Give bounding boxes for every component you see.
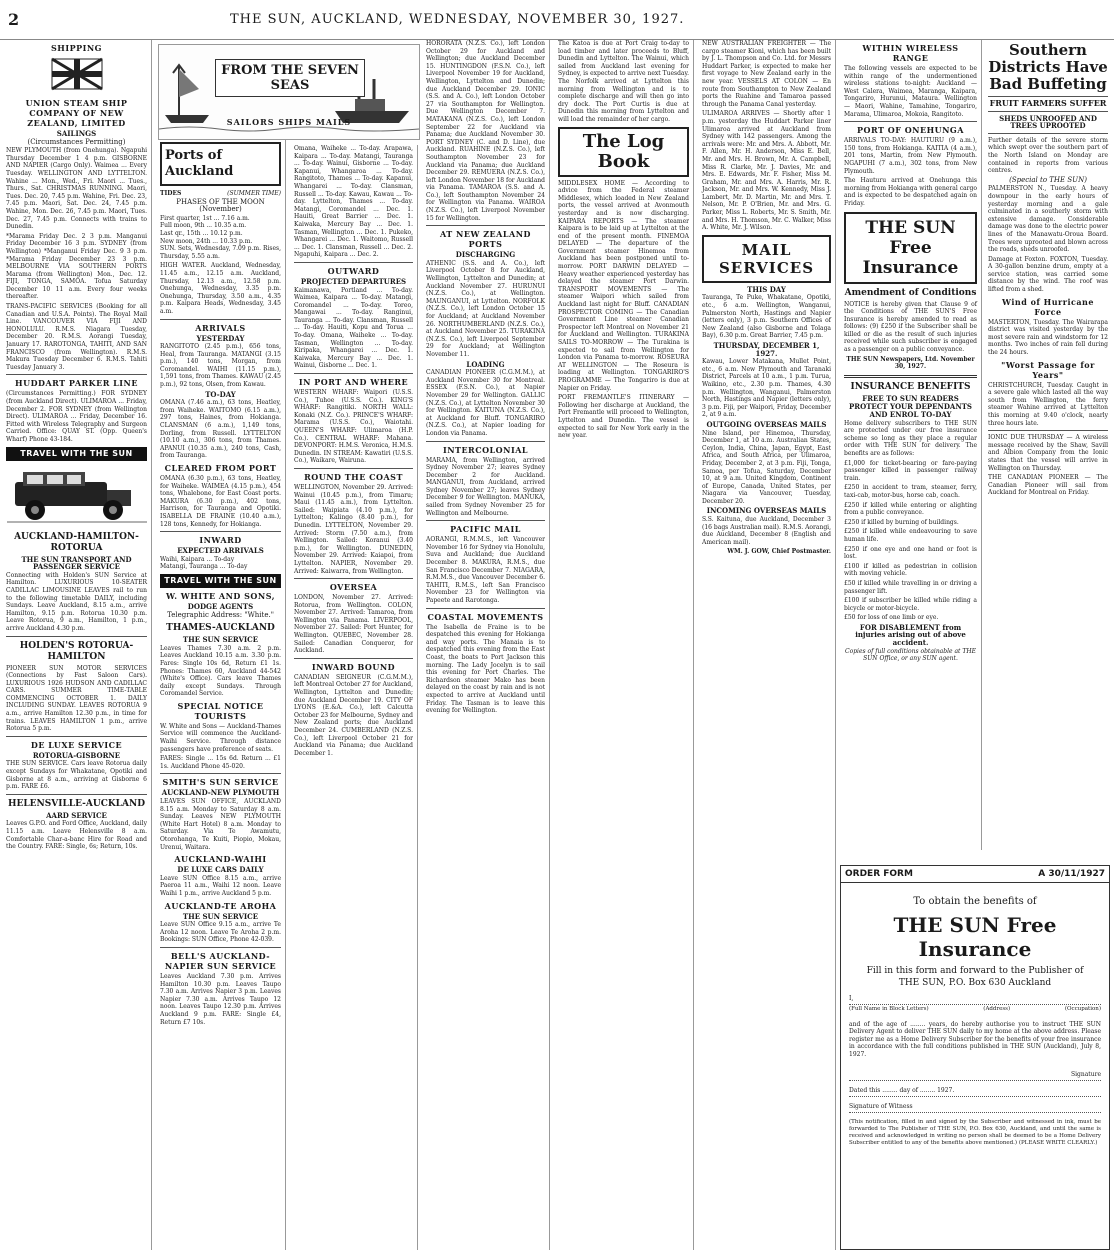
waihi-sub: DE LUXE CARS DAILY [177, 865, 264, 875]
deluxe-text: THE SUN SERVICE. Cars leave Rotorua daily except Sundays for Whakatane, Opotiki and Gisborne at 8 a.m., arriving at Gisborne 6 p.m. FARE £6. [6, 760, 147, 791]
benefit-item: £250 if killed by burning of buildings. [844, 518, 959, 526]
projected-label: PROJECTED DEPARTURES [300, 276, 407, 286]
storm-intro: Further details of the severe storm which swept over the southern part of the North Island on Monday are contained in reports from various centres. [988, 136, 1108, 175]
port-text: WESTERN WHARF: Waipori (U.S.S. Co.), Tuhoe (U.S.S. Co.). KING'S WHARF: Rangitiki. NORTH WALL: Konaki (N.Z. Co.). PRINCE'S WHARF: Marama (U.S.S. Co.), Waiotahi. QUEEN'S WHARF: Ulimaroa (H.P. Co.). CENTRAL WHARF: Mahana. DEVONPORT: H.M.S. Veronica, H.M.S. Dunedin. IN STREAM: Kawatiri (U.S.S. Co.), Waikare, Wairuna. [294, 389, 413, 465]
vessels-text: Omana, Waiheke ... To-day. Arapawa, Kaipara ... To-day. Matangi, Tauranga ... To-day. Wainui, Gisborne ... To-day. Kapanui, Whangaroa ... To-day. Rangitoto, Thames ... To-day. Kapanui, Whangarei ... To-day. Clansman, Russell ... To-day. Kawau, Kawau ... To-day. Lyttelton, Thames ... To-day. Matangi, Coromandel ... Dec. 1. Hauiti, Great Barrier ... Dec. 1. Kaiwaka, Mercury Bay ... Dec. 1. Tasman, Wellington ... Dec. 1. Pukeko, Whangarei ... Dec. 1. Waitomo, Russell ... Dec. 1. Clansman, Russell ... Dec. 2. Ngapuhi, Kaipara ... Dec. 2. [294, 145, 413, 259]
loading-text: CANADIAN PIONEER (C.G.M.M.), at Auckland November 30 for Montreal. ESSEX (F.S.N. Co.), at Napier November 29 for Wellington. GALLIC (N.Z.S. Co.), at Lyttelton November 30 for Wellington. KAITUNA (N.Z.S. Co.), at Auckland for Bluff. TONGARIRO (N.Z.S. Co.), at Napier loading for London via Panama. [426, 369, 545, 437]
signature-field[interactable] [849, 1071, 1101, 1081]
order-line1: To obtain the benefits of [913, 896, 1037, 907]
aroha-text: Leave SUN Office 9.15 a.m., arrive Te Aroha 12 noon. Leave Te Aroha 2 p.m. Bookings: SUN Office, Phone 42-039. [160, 921, 281, 944]
this-day-label: THIS DAY [747, 284, 786, 294]
hauturu-text: The Hauturu arrived at Onehunga this morning from Hokianga with general cargo and is expected to be despatched again on Friday. [844, 177, 977, 207]
sailings-text: NEW PLYMOUTH (from Onehunga). Ngapuhi Thursday December 1 4 p.m. GISBORNE AND NAPIER (Cargo Only). Waimea ... Every Tuesday. WELLINGTON AND LYTTELTON. Wahine ... Mon., Wed., Fri. Maori ... Tues., Thurs., Sat. CHRISTMAS RUNNING. Maori, Tues. Dec. 20, 7.45 p.m. Wahine, Fri. Dec. 23, 7.45 p.m. Maori, Sat. Dec. 24, 7.45 p.m. Wahine, Mon. Dec. 26, 7.45 p.m. Maori, Tues. Dec. 27, 7.45 p.m. Connects with trains to Dunedin. [6, 147, 147, 231]
thursday-label: THURSDAY, DECEMBER 1, 1927. [713, 341, 820, 358]
col5-top-text: The Katoa is due at Port Craig to-day to load timber and later proceeds to Bluff, Dunedin and Lyttelton. The Wainui, which sailed from Auckland last evening for Sydney, is expected to arrive next Tuesday. The Norfolk arrived at Lyttelton this morning from Wellington and is to complete discharge and will then go into dry dock. The Port Curtis is due at Dunedin this morning from Lyttelton and will load the remainder of her cargo. [558, 40, 690, 123]
special-text: W. White and Sons — Auckland-Thames Service will commence the Auckland-Waihi Service. Through distance passengers have preference of seats. [160, 722, 281, 753]
logbook-cont-text: PORT FREMANTLE'S ITINERARY — Following her discharge at Auckland, the Port Fremantle will proceed to Wellington, Lyttelton and Dunedin. The vessel is expected to sail for New York early in the new year. [558, 394, 689, 440]
order-form-label: ORDER FORM [845, 869, 913, 879]
storm-sub2: SHEDS UNROOFED AND TREES UPROOTED [999, 113, 1097, 131]
tides-label: TIDES [160, 190, 182, 197]
smiths-heading: SMITH'S SUN SERVICE [162, 777, 279, 788]
christchurch-text: CHRISTCHURCH, Tuesday. Caught in a severe gale which lasted all the way south from Wellington, the ferry steamer Wahine arrived at Lyttelton this morning at 9.40 o'clock, nearly three hours late. [988, 381, 1108, 427]
deluxe-heading: DE LUXE SERVICE [30, 739, 123, 750]
intercolonial-heading: INTERCOLONIAL [442, 444, 529, 455]
wind-heading: Wind of Hurricane Force [1002, 296, 1094, 317]
port-heading: IN PORT AND WHERE [298, 377, 409, 388]
helensville-heading: HELENSVILLE-AUCKLAND [7, 798, 146, 809]
today-text: OMANA (7.46 a.m.), 63 tons, Heatley, from Waiheke. WAITOMO (6.15 a.m.), 297 tons, Haines, from Hokianga. CLANSMAN (6 a.m.), 1,149 tons, Dorling, from Russell. LYTTELTON (10.10 a.m.), 306 tons, from Thames. APANUI (10.35 a.m.), 240 tons, Cash, from Tauranga. [160, 399, 281, 460]
logbook-text: MIDDLESEX HOME — According to advice from the Federal steamer Middlesex, which loaded in New Zealand ports, the vessel arrived at Avonmouth yesterday and is now discharging. KAIPARA REPORTS — The steamer Kaipara is to be laid up at Lyttelton at the end of the present month. FINEMOA DELAYED — The departure of the Government steamer Hinemoa from Auckland has been postponed until to-morrow. PORT DARWIN DELAYED — Heavy weather experienced yesterday has delayed the steamer Port Darwin. TRANSPORT MOVEMENTS — The steamer Waipori which sailed from Auckland last night for Bluff. CANADIAN PROSPECTOR COMING — The Canadian Government Line steamer Canadian Prospector left Montreal on November 21 for Auckland and Wellington. TURAKINA SAILS TO-MORROW — The Turakina is expected to sail from Wellington for London via Panama to-morrow. ROSEURA AT WELLINGTON — The Roseura is loading at Wellington. TONGARIRO'S PROGRAMME — The Tongariro is due at Napier on Friday. [558, 179, 689, 392]
sun-text: SUN. Sets, Wednesday, 7.09 p.m. Rises, Thursday, 5.55 a.m. [160, 245, 281, 260]
benefits-sub: FREE TO SUN READERS [862, 393, 959, 403]
benefit-item: £100 if killed as pedestrian in collision with moving vehicle. [844, 562, 977, 578]
benefit-item: £250 if killed while endeavouring to save human life. [844, 528, 977, 543]
travel-with-sun-bar: TRAVEL WITH THE SUN [6, 447, 147, 461]
masthead [0, 0, 1114, 40]
expected-row: Waihi, Kaipara ... To-day [160, 555, 235, 563]
order-form[interactable] [840, 865, 1110, 1250]
postmaster-signoff: WM. J. GOW, Chief Postmaster. [727, 548, 831, 556]
newspaper-title: THE SUN, AUCKLAND, WEDNESDAY, NOVEMBER 30, 1927. [230, 12, 685, 27]
column-insurance [840, 40, 982, 850]
inward-heading: INWARD [199, 535, 242, 546]
inward-bound-heading: INWARD BOUND [311, 661, 396, 672]
field-address-label: (Address) [983, 1006, 1011, 1012]
white-sub: DODGE AGENTS [187, 601, 254, 611]
palmerston-text: PALMERSTON N., Tuesday. A heavy downpour in the early hours of yesterday morning and a gale culminated in a southerly storm with extensive damage. Considerable damage was done to the electric power lines of the Manawatu-Oroua Board. Trees were uprooted and blown across the roads, sheds unroofed. [988, 185, 1108, 254]
holdens-text: PIONEER SUN MOTOR SERVICES (Connections by Fast Saloon Cars). LUXURIOUS 1926 HUDSON AND CADILLAC CARS. SUMMER TIME-TABLE COMMENCING OCTOBER 1. DAILY INCLUDING SUNDAY. LEAVES ROTORUA 9 a.m., arrive Hamilton 12.30 p.m., in time for trains. LEAVES HAMILTON 1 p.m., arrive Rotorua 5 p.m. [6, 664, 147, 733]
order-footnote: (This notification, filled in and signed by the Subscriber and witnessed in ink, must be forwarded to The Publisher of THE SUN, P.O. Box 630, Auckland, and until the same is received and acknowledged in writing no person shall be deemed to be a Home Delivery Subscriber entitled to any of the benefits above mentioned.) (PLEASE WRITE CLEARLY.) [849, 1118, 1101, 1146]
huddart-heading: HUDDART PARKER LINE [15, 378, 138, 389]
transpacific-text: TRANS-PACIFIC SERVICES (Booking for all Canadian and U.S.A. Points). The Royal Mail Line. VANCOUVER VIA FIJI AND HONOLULU. R.M.S. Niagara Tuesday, December 20. R.M.S. Aorangi Tuesday, January 17. RAROTONGA, TAHITI, AND SAN FRANCISCO (from Wellington). R.M.S. Makura Tuesday December 6. R.M.S. Tahiti Tuesday January 3. [6, 303, 147, 371]
this-day-text: Tauranga, Te Puke, Whakatane, Opotiki, etc., 6 a.m. Wellington, Wanganui, Palmerston North, Hastings and Napier (letters only), 3 p.m. Southern Offices of New Zealand (also Gisborne and Tolaga Bay), 6.30 p.m. Great Barrier, 7.45 p.m. [702, 294, 831, 340]
shipping-label: SHIPPING [51, 43, 102, 53]
aroha-heading: AUCKLAND-TE AROHA [164, 900, 277, 911]
wireless-heading: WITHIN WIRELESS RANGE [862, 43, 959, 63]
order-body-text: and of the age of ........ years, do hereby authorise you to instruct THE SUN Delivery Agent to deliver THE SUN daily to my home at the above address. Please register me as a Home Delivery Subscriber for the benefits of your free insurance in accordance with the full conditions published in THE SUN (Auckland), July 8, 1927. [849, 1020, 1101, 1058]
page-number: 2 [8, 10, 20, 29]
waihi-heading: AUCKLAND-WAIHI [174, 854, 267, 865]
moon-row: First quarter, 1st ... 7.16 a.m. [160, 214, 250, 222]
signature-label: Signature [1070, 1070, 1101, 1078]
huddart-text: (Circumstances Permitting.) FOR SYDNEY (from Auckland Direct). ULIMAROA ... Friday, December 2. FOR SYDNEY (from Wellington Direct). ULIMAROA ... Friday, December 16. Fitted with Wireless Telegraphy and Surgeon Carried. Office: QUAY ST. (Opp. Queen's Wharf) Phone 43-184. [6, 390, 147, 443]
benefit-item: £250 in accident to tram, steamer, ferry, taxi-cab, motor-bus, horse cab, coach. [844, 484, 977, 499]
wireless-text: The following vessels are expected to be within range of the undermentioned wireless stations to-night: Auckland — West Calera, Waimea, Maranga, Kaipara, Tongariro, Hurunui, Mataura. Wellington — Maori, Wahine, Tamahine, Tongariro, Marama, Ulimaroa, Mokoia, Rangitoto. [844, 65, 977, 118]
ionic-text: IONIC DUE THURSDAY — A wireless message received by the Shaw, Savill and Albion Company from the Ionic states that the vessel will arrive in Wellington on Thursday. [988, 434, 1108, 472]
high-water-text: HIGH WATER. Auckland, Wednesday, 11.45 a.m., 12.15 a.m. Auckland, Thursday, 12.13 a.m., 12.58 p.m. Onehunga, Wednesday, 3.35 p.m. Onehunga, Thursday, 3.50 a.m., 4.35 p.m. Kaipara Heads, Wednesday, 3.45 a.m. [160, 262, 281, 315]
union-jack-flag-icon [47, 55, 107, 95]
rotorua-sub: THE SUN TRANSPORT AND PASSENGER SERVICE [21, 554, 132, 572]
amendment-heading: Amendment of Conditions [844, 287, 977, 298]
nz-ports-heading: AT NEW ZEALAND PORTS [440, 229, 531, 250]
order-line3a: Fill in this form and forward to the Publisher of [866, 966, 1084, 976]
column-departures [290, 145, 418, 1250]
onehunga-text: ARRIVALS TO-DAY: HAUTURU (9 a.m.), 150 tons, from Hokianga. KAITIA (4 a.m.), 201 tons, Martin, from New Plymouth. NGAPUHI (7 a.m.), 302 tons, from New Plymouth. [844, 137, 977, 175]
aroha-sub: THE SUN SERVICE [182, 911, 259, 921]
masterton-text: MASTERTON, Tuesday. The Wairarapa district was visited yesterday by the most severe rain and windstorm for 12 months. Two inches of rain fell during the 24 hours. [988, 318, 1108, 357]
holdens-heading: HOLDEN'S ROTORUA-HAMILTON [19, 640, 134, 662]
loading-label: LOADING [466, 359, 505, 369]
logbook-heading: The Log Book [558, 127, 689, 177]
deluxe-sub: ROTORUA-GISBORNE [32, 750, 121, 760]
smiths-sub: AUCKLAND-NEW PLYMOUTH [161, 788, 280, 798]
bells-text: Leaves Auckland 7.30 p.m. Arrives Hamilton 10.30 p.m. Leaves Taupo 7.30 a.m. Arrives Napier 3 p.m. Leaves Napier 7.30 a.m. Arrives Taupo 12 noon. Leaves Taupo 12.30 p.m. Arrives Auckland 9 p.m. FARE: Single £4, Return £7 10s. [160, 972, 281, 1026]
column-ports [156, 140, 286, 1250]
discharging-label: DISCHARGING [455, 250, 516, 260]
ulimaroa-text: ULIMAROA ARRIVES — Shortly after 1 p.m. yesterday the Huddart Parker liner Ulimaroa arrived at Auckland from Sydney with 142 passengers. Among the arrivals were: Mr. and Mrs. A. Abbott, Mr. F. Allen, Mr. H. Anderson, Miss E. Bell, Mr. and Mrs. H. Brown, Mr. A. Campbell, Miss R. Clarke, Mr. J. Davies, Mr. and Mrs. E. Edwards, Mr. F. Fisher, Miss M. Graham, Mr. and Mrs. A. Harris, Mr. R. Jackson, Mr. and Mrs. W. Kennedy, Miss J. Lambert, Mr. D. Martin, Mr. and Mrs. T. Nelson, Mr. P. O'Brien, Mr. and Mrs. G. Parker, Miss L. Roberts, Mr. S. Smith, Mr. and Mrs. H. Thomson, Mr. C. Walker, Miss A. White, Mr. J. Wilson. [702, 110, 831, 232]
dated-label: Dated this ........ day of ........ 1927. [849, 1086, 955, 1094]
thames-text: Leaves Thames 7.30 a.m. 2 p.m. Leaves Auckland 10.15 a.m. 3.30 p.m. Fares: Single 10s 6d, Return £1 1s. Phones: Thames 60, Auckland 44-542 (White's Office). Cars leave Thames daily except Sundays. Through Coromandel Service. [160, 644, 281, 698]
insurance-heading: THE SUN Free Insurance [844, 212, 977, 284]
incoming-heading: INCOMING OVERSEAS MAILS [706, 506, 827, 516]
special-heading: SPECIAL NOTICE TOURISTS [177, 700, 264, 721]
benefit-item: £100 if subscriber be killed while riding a bicycle or motor-bicycle. [844, 597, 977, 612]
helensville-sub: AARD SERVICE [46, 810, 107, 820]
copies-text: Copies of full conditions obtainable at THE SUN Office, or any SUN agent. [845, 647, 976, 663]
moon-row: Last qr., 15th ... 10.12 p.m. [160, 229, 243, 237]
notice-text: NOTICE is hereby given that Clause 9 of the Conditions of THE SUN'S Free Insurance is hereby amended to read as follows: (9) £250 if the Subscriber shall be killed or die as the result of such injuries received while such subscriber is engaged as a passenger on a public conveyance. [844, 300, 977, 354]
bells-heading: BELL'S AUCKLAND-NAPIER SUN SERVICE [164, 950, 277, 971]
col6-top-text: NEW AUSTRALIAN FREIGHTER — The cargo steamer Kioni, which has been built by J. L. Thompson and Co. Ltd. for Messrs Huddart Parker, is expected to make her first voyage to New Zealand early in the new year. VESSELS AT COLON — En route from Southampton to New Zealand ports the Ruahine and Tamaroa passed through the Panama Canal yesterday. [702, 40, 831, 108]
travel-with-sun-bar: TRAVEL WITH THE SUN [160, 574, 281, 588]
onehunga-heading: PORT OF ONEHUNGA [857, 125, 964, 136]
expected-row: Matangi, Tauranga ... To-day [160, 563, 248, 571]
sailings-sub: (Circumstances Permitting) [27, 137, 126, 146]
intercolonial-text: MARAMA, from Wellington, arrived Sydney November 27; leaves Sydney December 2 for Auckland. MANGANUI, from Auckland, arrived Sydney November 27; leaves Sydney December 9 for Wellington. MANUKA, sailed from Sydney November 25 for Wellington and Melbourne. [426, 456, 545, 517]
sydney-text: *Marama Friday Dec. 2 3 p.m. Manganui Friday December 16 3 p.m. SYDNEY (from Wellington) *Manganui Friday Dec. 9 3 p.m. *Marama Friday December 23 3 p.m. MELBOURNE VIA SOUTHERN PORTS Marama (from Wellington) Mon., Dec. 12. FIJI, TONGA, SAMOA. Tofua Saturday December 10 11 a.m. Every four weeks thereafter. [6, 232, 147, 301]
rotorua-text: Connecting with Holden's SUN Service at Hamilton. LUXURIOUS 10-SEATER CADILLAC LIMOUSINE LEAVES rail to run to the following timetable DAILY, including Sundays. Leave Auckland, 8.15 a.m., arrive Hamilton, 9.15 p.m. Rotorua 10.30 p.m. Leave Rotorua, 9 a.m., Hamilton, 1 p.m., arrive Auckland 4.30 p.m. [6, 571, 147, 632]
benefit-item: £250 if one eye and one hand or foot is lost. [844, 545, 977, 561]
benefit-item: £1,000 for ticket-bearing or fare-paying passenger killed in passenger railway train. [844, 459, 977, 482]
incoming-text: S.S. Kaituna, due Auckland, December 3 (16 bags Australian mail). R.M.S. Aorangi, due Auckland, December 8 (English and American mail). [702, 516, 831, 546]
notice-sign: THE SUN Newspapers, Ltd. November 30, 1927. [846, 355, 975, 371]
witness-label: Signature of Witness [849, 1102, 913, 1110]
thursday-text: Kawau, Lower Matakana, Mullet Point, etc., 6 a.m. New Plymouth and Taranaki District, Parcels at 10 a.m., 1 p.m. Turua, Waikino, etc., 2.30 p.m. Thames, 4.30 p.m. Wellington, Wanganui, Palmerston North, Hastings and Napier (letters only), 3 p.m. Fiji, per Waipori, Friday, December 2, at 9 a.m. [702, 358, 831, 419]
column-storm-news [986, 40, 1110, 850]
benefits-heading: INSURANCE BENEFITS [850, 381, 971, 392]
banner-subtitle: SAILORS SHIPS MAILS [226, 117, 352, 127]
today-label: TO-DAY [205, 389, 236, 399]
sailings-heading: SAILINGS [56, 129, 97, 138]
benefit-item: £50 for loss of one limb or eye. [844, 614, 939, 622]
disablement-heading: FOR DISABLEMENT from injuries arising out of above accident. [855, 622, 966, 648]
yesterday-label: YESTERDAY [196, 333, 245, 343]
smiths-text: LEAVES SUN OFFICE, AUCKLAND 8.15 a.m. Monday to Saturday 8 a.m. Sunday. Leaves NEW PLYMOUTH (White Hart Hotel) 8 a.m. Monday to Saturday. Via Te Awamutu, Otorohanga, Te Kuiti, Piopio, Mokau, Urenui, Waitara. [160, 798, 281, 851]
column-log-book [554, 40, 694, 1250]
order-line3b: THE SUN, P.O. Box 630 Auckland [898, 978, 1052, 988]
union-heading: UNION STEAM SHIP COMPANY OF NEW ZEALAND, LIMITED [25, 98, 128, 128]
banner-title: FROM THE SEVEN SEAS [215, 59, 365, 97]
outward-heading: OUTWARD [327, 265, 380, 276]
foxton-text: Damage at Foxton. FOXTON, Tuesday. A 30-gallon benzine drum, empty at a service station, was carried some distance by the wind. The roof was lifted from a shed. [988, 255, 1108, 294]
oversea-text: LONDON, November 27. Arrived: Rotorua, from Wellington. COLON, November 27. Arrived: Tamaroa, from Wellington via Panama. LIVERPOOL, November 27. Sailed: Port Hunter, for Wellington. QUEBEC, November 28. Sailed: Canadian Conqueror, for Auckland. [294, 594, 413, 655]
protect-heading: PROTECT YOUR DEPENDANTS AND ENROL TO-DAY [849, 402, 972, 420]
special-label: (Special to THE SUN) [1009, 175, 1087, 184]
white-tel: Telegraphic Address: "White." [167, 610, 274, 619]
pacific-text: AORANGI, R.M.M.S., left Vancouver November 16 for Sydney via Honolulu, Suva and Auckland; due Auckland December 8. MAKURA, R.M.S., due San Francisco December 7. NIAGARA, R.M.M.S., due Vancouver December 6. TAHITI, R.M.S., left San Francisco November 23 for Wellington via Papeete and Rarotonga. [426, 536, 545, 604]
benefits-text: Home delivery subscribers to THE SUN are protected under our free insurance scheme so long as they place a regular order with THE SUN for delivery. The benefits are as follows: [844, 419, 977, 457]
moon-heading: PHASES OF THE MOON (November) [176, 197, 265, 214]
thames-sub: THE SUN SERVICE [182, 635, 259, 645]
order-form-code: A 30/11/1927 [1038, 869, 1105, 879]
moon-row: Full moon, 9th ... 10.35 a.m. [160, 222, 247, 230]
name-field[interactable] [849, 995, 1101, 1005]
cleared-heading: CLEARED FROM PORT [164, 463, 277, 473]
mail-services-heading: MAIL SERVICES [702, 235, 831, 283]
witness-field[interactable] [849, 1103, 1101, 1113]
column-nz-ports [422, 40, 550, 1250]
ports-heading: Ports of Auckland [160, 142, 281, 186]
coast-text: WELLINGTON, November 29. Arrived: Wainui (10.45 p.m.), from Timaru; Maui (11.45 a.m.), from Lyttelton. Sailed: Waipiata (4.10 p.m.), for Lyttelton; Kalingo (8.40 p.m.), for Dunedin. LYTTELTON, November 29. Arrived: Storm (7.50 a.m.), from Wellington. Sailed: Koranui (3.40 p.m.), for Wellington. DUNEDIN, November 29. Arrived: Kaiapoi, from Lyttelton. NAPIER, November 29. Arrived: Kaiwarra, from Wellington. [294, 483, 413, 575]
waihi-text: Leave SUN Office 8.15 a.m., arrive Paeroa 11 a.m., Waihi 12 noon. Leave Waihi 1 p.m., arrive Auckland 5 p.m. [160, 874, 281, 897]
dated-field[interactable] [849, 1087, 1101, 1097]
benefit-item: £250 if killed while entering or alighting from a public conveyance. [844, 501, 977, 517]
oversea-heading: OVERSEA [329, 582, 378, 593]
column-shipping [6, 40, 152, 1250]
field-i-label: I, [849, 995, 854, 1002]
coast-heading: ROUND THE COAST [304, 471, 403, 482]
order-line2: THE SUN Free Insurance [893, 913, 1057, 961]
helensville-text: Leaves G.P.O. and Ford Office, Auckland, daily 11.15 a.m. Leave Helensville 8 a.m. Comfortable Char-a-banc Hire for Road and the Country. FARE: Single, 6s; Return, 10s. [6, 820, 147, 851]
fares-text: FARES: Single ... 15s 6d. Return ... £1 1s. Auckland Phone 45-020. [160, 755, 281, 770]
field-occupation-label: (Occupation) [1064, 1006, 1101, 1012]
storm-sub1: FRUIT FARMERS SUFFER [989, 98, 1107, 108]
pioneer-text: THE CANADIAN PIONEER — The Canadian Pioneer will sail from Auckland for Montreal on Friday. [988, 474, 1108, 497]
rotorua-heading: AUCKLAND-HAMILTON-ROTORUA [14, 531, 139, 553]
coastal-heading: COASTAL MOVEMENTS [427, 611, 544, 622]
tides-sub: (SUMMER TIME) [227, 190, 281, 197]
field-name-label: (Full Name in Block Letters) [849, 1006, 929, 1012]
discharging-text: ATHENIC (S.S. and A. Co.), left Liverpool October 8 for Auckland, Wellington, Lyttelton and Dunedin; at Auckland November 27. HURUNUI (N.Z.S. Co.), at Wellington. MAUNGANUI, at Lyttelton. NORFOLK (N.Z.S. Co.), left London October 15 for Auckland; at Auckland November 26. NORTHUMBERLAND (N.Z.S. Co.), at Auckland November 25. TURAKINA (N.Z.S. Co.), left Liverpool September 29 for Auckland; at Wellington November 11. [426, 259, 545, 358]
car-illustration-icon [7, 464, 147, 528]
column-mail-services [698, 40, 836, 1250]
inward-bound-text: CANADIAN SEIGNEUR (C.G.M.M.), left Montreal October 27 for Auckland, Wellington, Lyttelton and Dunedin; due Auckland December 19. CITY OF LYONS (E.&A. Co.), left Calcutta October 23 for Melbourne, Sydney and New Zealand ports; due Auckland December 24. CUMBERLAND (N.Z.S. Co.), left Liverpool October 21 for Auckland via Panama; due Auckland December 1. [294, 673, 413, 757]
arrivals-text: RANGITOTO (2.45 p.m.), 656 tons, Heal, from Tauranga. MATANGI (3.15 p.m.), 140 tons, Morgan, from Coromandel. WAIHI (11.15 p.m.), 1,591 tons, from Thames. KAWAU (2.45 p.m.), 92 tons, Olsen, from Kawau. [160, 343, 281, 389]
expected-label: EXPECTED ARRIVALS [177, 546, 264, 556]
thames-heading: THAMES-AUCKLAND [166, 623, 275, 634]
storm-headline: Southern Districts Have Bad Buffeting [988, 41, 1108, 93]
coastal-text: The Isabella de Fraine is to be despatched this evening for Hokianga and way ports. The Manaia is to despatched this evening from the East Coast, the boats to Port Jackson this morning. The Lady Jocelyn is to sail this evening for Port Charles. The Richardson steamer Mako has been delayed on the coast by rain and is not expected to arrive at Auckland until Friday. The Tasman is to leave this evening for Wellington. [426, 623, 545, 715]
cleared-text: OMANA (6.30 p.m.), 63 tons, Heatley, for Waiheke. WAIMEA (4.15 p.m.), 454 tons, Whalebone, for East Coast ports. MAKURA (6.30 p.m.), 402 tons, Harrison, for Tauranga and Opotiki. ISABELLA DE FRAINE (10.40 a.m.), 128 tons, Kennedy, for Hokianga. [160, 475, 281, 528]
moon-row: New moon, 24th ... 10.33 p.m. [160, 237, 253, 245]
outgoing-text: Nine Island, per Hinemoa, Thursday, December 1, at 10 a.m. Australian States, Ceylon, India, China, Japan, Egypt, East Africa, and South Africa, per Ulimaroa, Friday, December 2, at 3 p.m. Fiji, Tonga, Samoa, per Tofua, Saturday, December 10, at 9 a.m. United Kingdom, Continent of Europe, Canada, United States, per Niagara via Vancouver, Tuesday, December 20. [702, 429, 831, 505]
seven-seas-banner [158, 44, 420, 140]
worst-heading: "Worst Passage for Years" [1001, 359, 1095, 380]
outgoing-heading: OUTGOING OVERSEAS MAILS [706, 419, 827, 429]
arrivals-heading: ARRIVALS [195, 322, 246, 333]
departures-text: Kaimanawa, Portland ... To-day. Waimea, Kaipara ... To-day. Matangi, Coromandel ... To-day. Toreo, Mangawai ... To-day. Ranginui, Tauranga ... To-day. Clansman, Russell ... To-day. Hauiti, Kopu and Torua ... To-day. Omana, Waiheke ... To-day. Tasman, Wellington ... To-day. Kiripaka, Whangarei ... Dec. 1. Kaiwaka, Mercury Bay ... Dec. 1. Wainui, Gisborne ... Dec. 1. [294, 286, 413, 370]
pacific-heading: PACIFIC MAIL [450, 524, 521, 535]
white-heading: W. WHITE AND SONS, [165, 590, 275, 601]
col4-top-text: HORORATA (N.Z.S. Co.), left London October 29 for Auckland and Wellington; due Auckland December 15. HUNTINGDON (F.S.N. Co.), left Liverpool November 19 for Auckland, Wellington, Lyttelton and Dunedin; due Auckland December 29. IONIC (S.S. and A. Co.), left London October 27 via Southampton for Wellington. Due Wellington December 7. MATAKANA (N.Z.S. Co.), left London September 22 for Auckland via Panama; due Auckland November 30. PORT SYDNEY (C. and D. Line), due Auckland. RUAHINE (N.Z.S. Co.), left Southampton November 23 for Auckland via Panama; due Auckland December 29. REMUERA (N.Z.S. Co.), left London November 18 for Auckland via Panama. TAMAROA (S.S. and A. Co.), left Southampton November 24 for Wellington via Panama. WAIROA (N.Z.S. Co.), left Liverpool November 15 for Wellington. [426, 40, 545, 222]
benefit-item: £50 if killed while travelling in or driving a passenger lift. [844, 579, 977, 595]
